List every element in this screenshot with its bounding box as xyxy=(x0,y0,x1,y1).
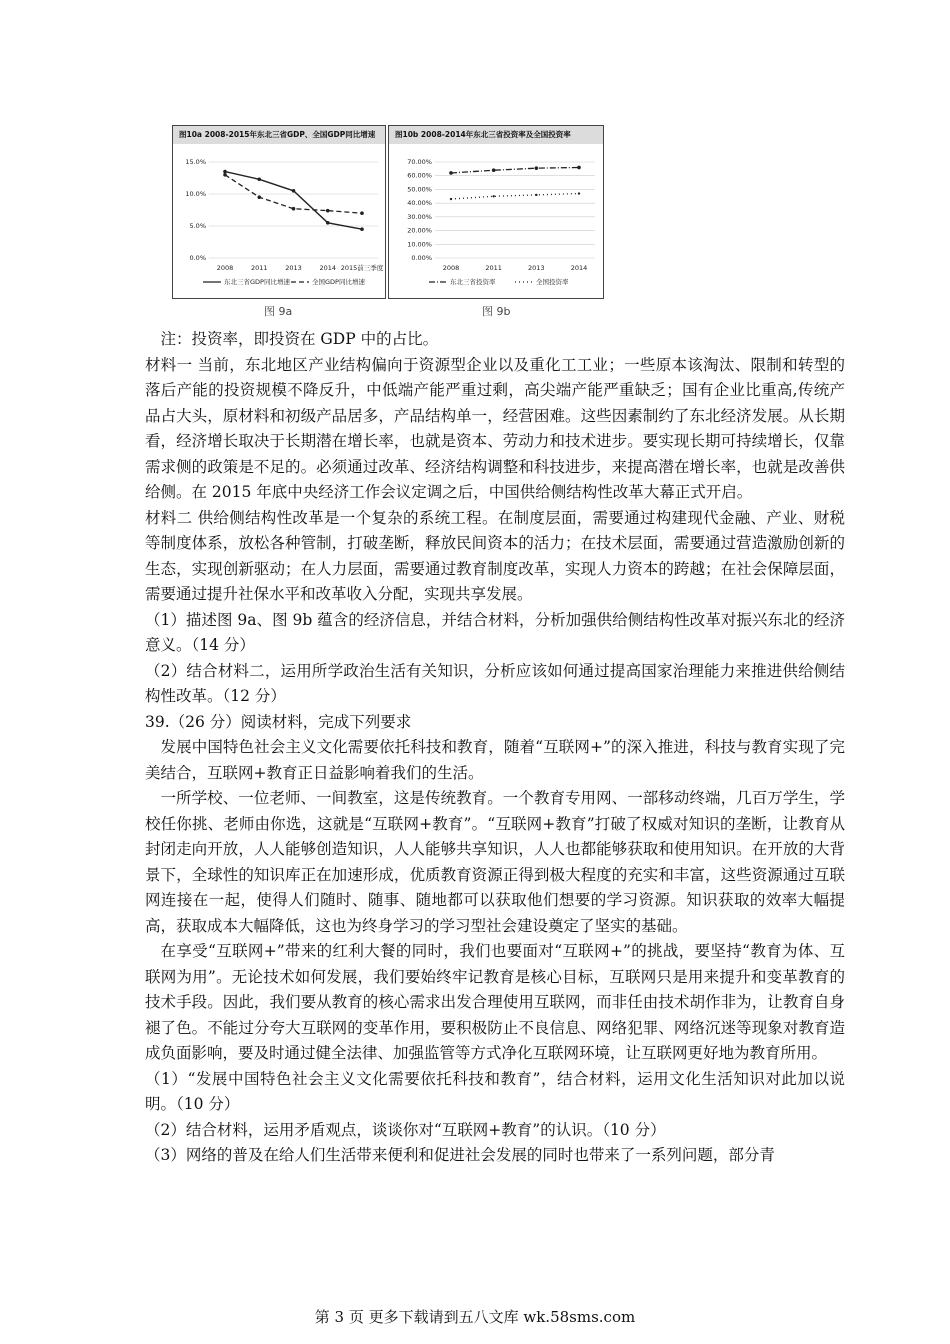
x-tick-label: 2008 xyxy=(442,264,460,272)
x-tick-label: 2015前三季度 xyxy=(340,264,384,272)
data-point xyxy=(257,177,261,181)
chart-9b-title: 图10b 2008-2014年东北三省投资率及全国投资率 xyxy=(389,126,603,144)
legend-label: 东北三省GDP同比增速 xyxy=(224,278,290,286)
page-footer: 第 3 页 更多下载请到五八文库 wk.58sms.com xyxy=(314,1308,636,1326)
legend-label: 东北三省投资率 xyxy=(450,278,496,286)
data-point xyxy=(577,166,581,170)
data-point xyxy=(326,221,330,225)
x-tick-label: 2008 xyxy=(216,264,234,272)
paragraph: （2）结合材料二，运用所学政治生活有关知识，分析应该如何通过提高国家治理能力来推进供给侧结构性改革。（12 分） xyxy=(145,661,845,705)
data-point xyxy=(223,170,227,174)
y-tick-label: 40.00% xyxy=(407,199,432,208)
y-tick-label: 20.00% xyxy=(407,226,432,235)
x-tick-label: 2013 xyxy=(528,264,545,272)
series-line-1 xyxy=(225,172,362,230)
series-line-1 xyxy=(451,167,579,172)
data-point xyxy=(449,171,453,175)
paragraph: （2）结合材料，运用矛盾观点，谈谈你对“互联网+教育”的认识。（10 分） xyxy=(145,1120,666,1139)
paragraph: 一所学校、一位老师、一间教室，这是传统教育。一个教育专用网、一部移动终端，几百万学生，学校任你挑、老师由你选，这就是“互联网+教育”。“互联网+教育”打破了权威对知识的垄断，让教育从封闭走向开放，人人能够创造知识，人人能够共享知识，人人也都能够获取和使用知识。在开放的大背景下，全球性的知识库正在加速形成，优质教育资源正得到极大程度的充实和丰富，这些资源通过互联网连接在一起，使得人们随时、随事、随地都可以获取他们想要的学习资源。知识获取的效率大幅提高，获取成本大幅降低，这也为终身学习的学习型社会建设奠定了坚实的基础。 xyxy=(145,789,845,935)
legend-label: 全国GDP同比增速 xyxy=(312,278,365,286)
body-text xyxy=(145,327,845,1169)
paragraph: 注：投资率，即投资在 GDP 中的占比。 xyxy=(160,330,439,348)
y-tick-label: 0.0% xyxy=(189,254,206,262)
data-point xyxy=(492,195,494,197)
data-point xyxy=(257,195,261,199)
y-tick-label: 10.0% xyxy=(185,190,206,198)
paragraph: （1）描述图 9a、图 9b 蕴含的经济信息，并结合材料，分析加强供给侧结构性改革对振兴东北的经济意义。（14 分） xyxy=(145,610,845,654)
y-tick-label: 5.0% xyxy=(189,222,206,230)
paragraph: 材料二 供给侧结构性改革是一个复杂的系统工程。在制度层面，需要通过构建现代金融、产业、财税等制度体系，放松各种管制，打破垄断，释放民间资本的活力；在技术层面，需要通过营造激励创新的生态，实现创新驱动；在人力层面，需要通过教育制度改革，实现人力资本的跨越；在社会保障层面，需要通过提升社保水平和改革收入分配，实现共享发展。 xyxy=(145,508,845,603)
x-tick-label: 2014 xyxy=(570,264,588,272)
chart-9a-title: 图10a 2008-2015年东北三省GDP、全国GDP同比增速 xyxy=(173,126,385,144)
paragraph: （1）“发展中国特色社会主义文化需要依托科技和教育”，结合材料，运用文化生活知识对此加以说明。（10 分） xyxy=(145,1069,845,1113)
paragraph: 发展中国特色社会主义文化需要依托科技和教育，随着“互联网+”的深入推进，科技与教育实现了完美结合，互联网+教育正日益影响着我们的生活。 xyxy=(145,738,845,782)
y-tick-label: 70.00% xyxy=(407,158,432,166)
y-tick-label: 15.0% xyxy=(185,158,206,166)
paragraph: 在享受“互联网+”带来的红利大餐的同时，我们也要面对“互联网+”的挑战，要坚持“教育为体、互联网为用”。无论技术如何发展，我们要始终牢记教育是核心目标，互联网只是用来提升和变革教育的技术手段。因此，我们要从教育的核心需求出发合理使用互联网，而非任由技术胡作非为，让教育自身褪了色。不能过分夸大互联网的变革作用，要积极防止不良信息、网络犯罪、网络沉迷等现象对教育造成负面影响，要及时通过健全法律、加强监管等方式净化互联网环境，让互联网更好地为教育所用。 xyxy=(145,942,845,1062)
y-tick-label: 0.00% xyxy=(411,254,432,262)
chart-9b-plot xyxy=(389,144,603,298)
data-point xyxy=(292,207,296,211)
x-tick-label: 2011 xyxy=(250,264,268,272)
series-line-2 xyxy=(451,194,579,199)
legend-label: 全国投资率 xyxy=(536,278,569,286)
data-point xyxy=(492,168,496,172)
data-point xyxy=(535,194,537,196)
data-point xyxy=(326,209,330,213)
figure-9a-label: 图 9a xyxy=(264,305,293,318)
y-tick-label: 30.00% xyxy=(407,212,432,221)
paragraph: 材料一 当前，东北地区产业结构偏向于资源型企业以及重化工工业；一些原本该淘汰、限制和转型的落后产能的投资规模不降反升，中低端产能严重过剩，高尖端产能严重缺乏；国有企业比重高,传统产品占大头，原材料和初级产品居多，产品结构单一，经营困难。这些因素制约了东北经济发展。从长期看，经济增长取决于长期潜在增长率，也就是资本、劳动力和技术进步。要实现长期可持续增长，仅靠需求侧的政策是不足的。必须通过改革、经济结构调整和科技进步，来提高潜在增长率，也就是改善供给侧。在 2015 年底中央经济工作会议定调之后，中国供给侧结构性改革大幕正式开启。 xyxy=(145,355,845,501)
y-tick-label: 60.00% xyxy=(407,171,432,180)
data-point xyxy=(360,227,364,231)
y-tick-label: 10.00% xyxy=(407,240,432,249)
figure-area xyxy=(172,125,604,325)
chart-9a-plot xyxy=(173,144,385,298)
data-point xyxy=(292,189,296,193)
x-tick-label: 2014 xyxy=(319,264,337,272)
figure-9b-label: 图 9b xyxy=(482,305,511,318)
data-point xyxy=(578,192,580,194)
data-point xyxy=(535,166,539,170)
y-tick-label: 50.00% xyxy=(407,185,432,194)
x-tick-label: 2011 xyxy=(485,264,502,272)
chart-9a xyxy=(172,125,386,299)
chart-9b xyxy=(388,125,604,299)
paragraph: 39.（26 分）阅读材料，完成下列要求 xyxy=(145,712,412,731)
data-point xyxy=(223,173,227,177)
data-point xyxy=(450,198,452,200)
data-point xyxy=(360,211,364,215)
x-tick-label: 2013 xyxy=(285,264,302,272)
paragraph: （3）网络的普及在给人们生活带来便利和促进社会发展的同时也带来了一系列问题，部分青 xyxy=(145,1146,775,1164)
